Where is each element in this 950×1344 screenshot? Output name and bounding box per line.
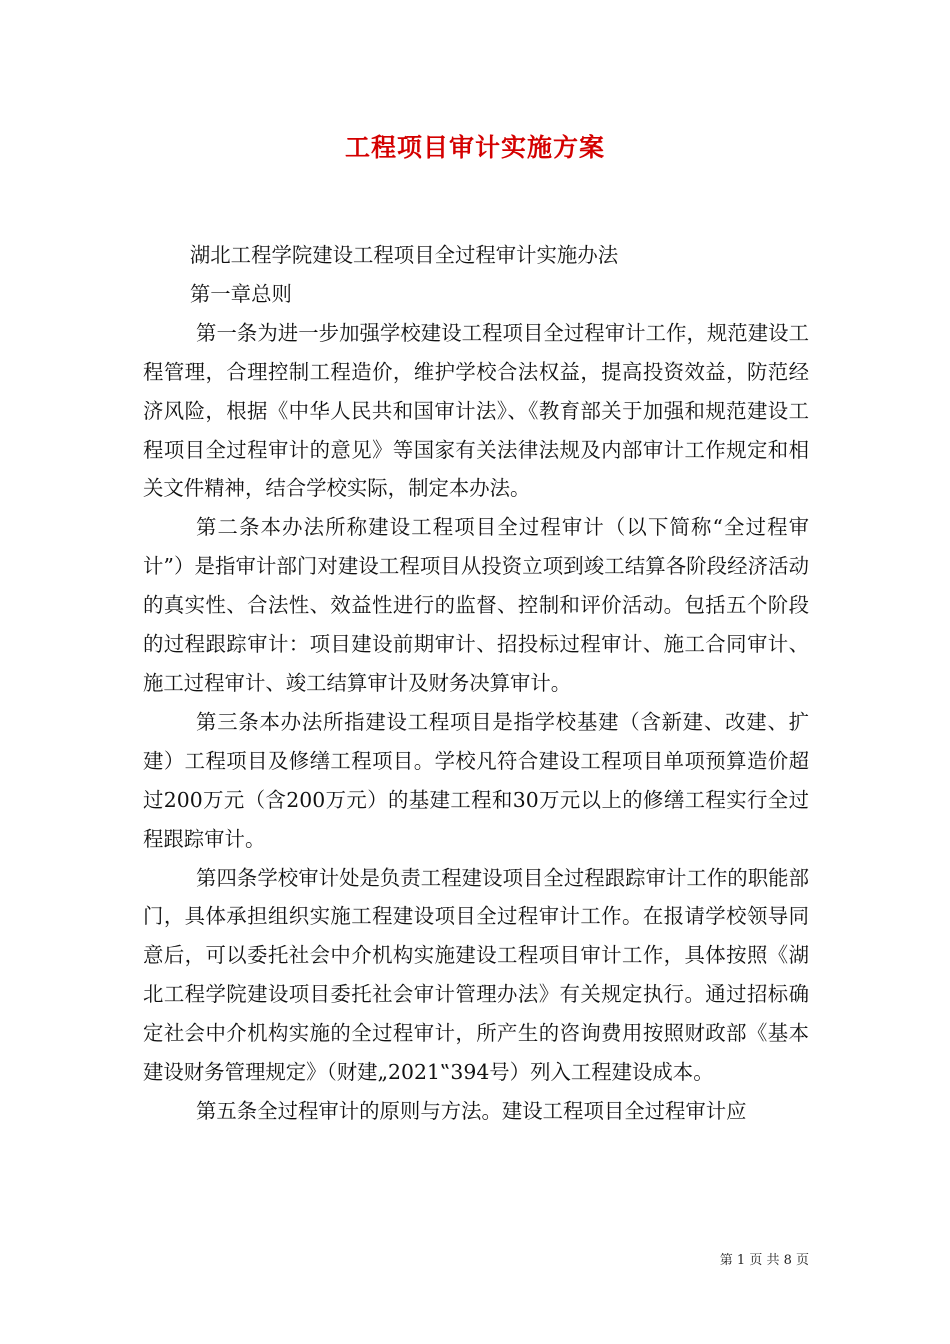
paragraph-heading: 湖北工程学院建设工程项目全过程审计实施办法 <box>189 243 619 267</box>
page-number-footer: 第 1 页 共 8 页 <box>719 1253 809 1268</box>
document-body <box>143 236 809 1131</box>
paragraph-article-5: 第五条全过程审计的原则与方法。建设工程项目全过程审计应 <box>196 1098 747 1123</box>
paragraph-article-2: 第二条本办法所称建设工程项目全过程审计（以下简称“全过程审计”）是指审计部门对建设工程项目从投资立项到竣工结算各阶段经济活动的真实性、合法性、效益性进行的监督、控制和评价活动。包括五个阶段的过程跟踪审计：项目建设前期审计、招投标过程审计、施工合同审计、施工过程审计、竣工结算审计及财务决算审计。 <box>143 515 809 695</box>
document-title: 工程项目审计实施方案 <box>344 133 605 162</box>
paragraph-chapter: 第一章总则 <box>189 281 292 306</box>
paragraph-article-1: 第一条为进一步加强学校建设工程项目全过程审计工作，规范建设工程管理，合理控制工程造价，维护学校合法权益，提高投资效益，防范经济风险，根据《中华人民共和国审计法》、《教育部关于加强和规范建设工程项目全过程审计的意见》等国家有关法律法规及内部审计工作规定和相关文件精神，结合学校实际，制定本办法。 <box>143 320 809 501</box>
paragraph-article-4: 第四条学校审计处是负责工程建设项目全过程跟踪审计工作的职能部门，具体承担组织实施工程建设项目全过程审计工作。在报请学校领导同意后，可以委托社会中介机构实施建设工程项目审计工作，具体按照《湖北工程学院建设项目委托社会审计管理办法》有关规定执行。通过招标确定社会中介机构实施的全过程审计，所产生的咨询费用按照财政部《基本建设财务管理规定》（财建„2021‟394号）列入工程建设成本。 <box>143 865 809 1085</box>
paragraph-article-3: 第三条本办法所指建设工程项目是指学校基建（含新建、改建、扩建）工程项目及修缮工程项目。学校凡符合建设工程项目单项预算造价超过200万元（含200万元）的基建工程和30万元以上的修缮工程实行全过程跟踪审计。 <box>143 709 809 851</box>
